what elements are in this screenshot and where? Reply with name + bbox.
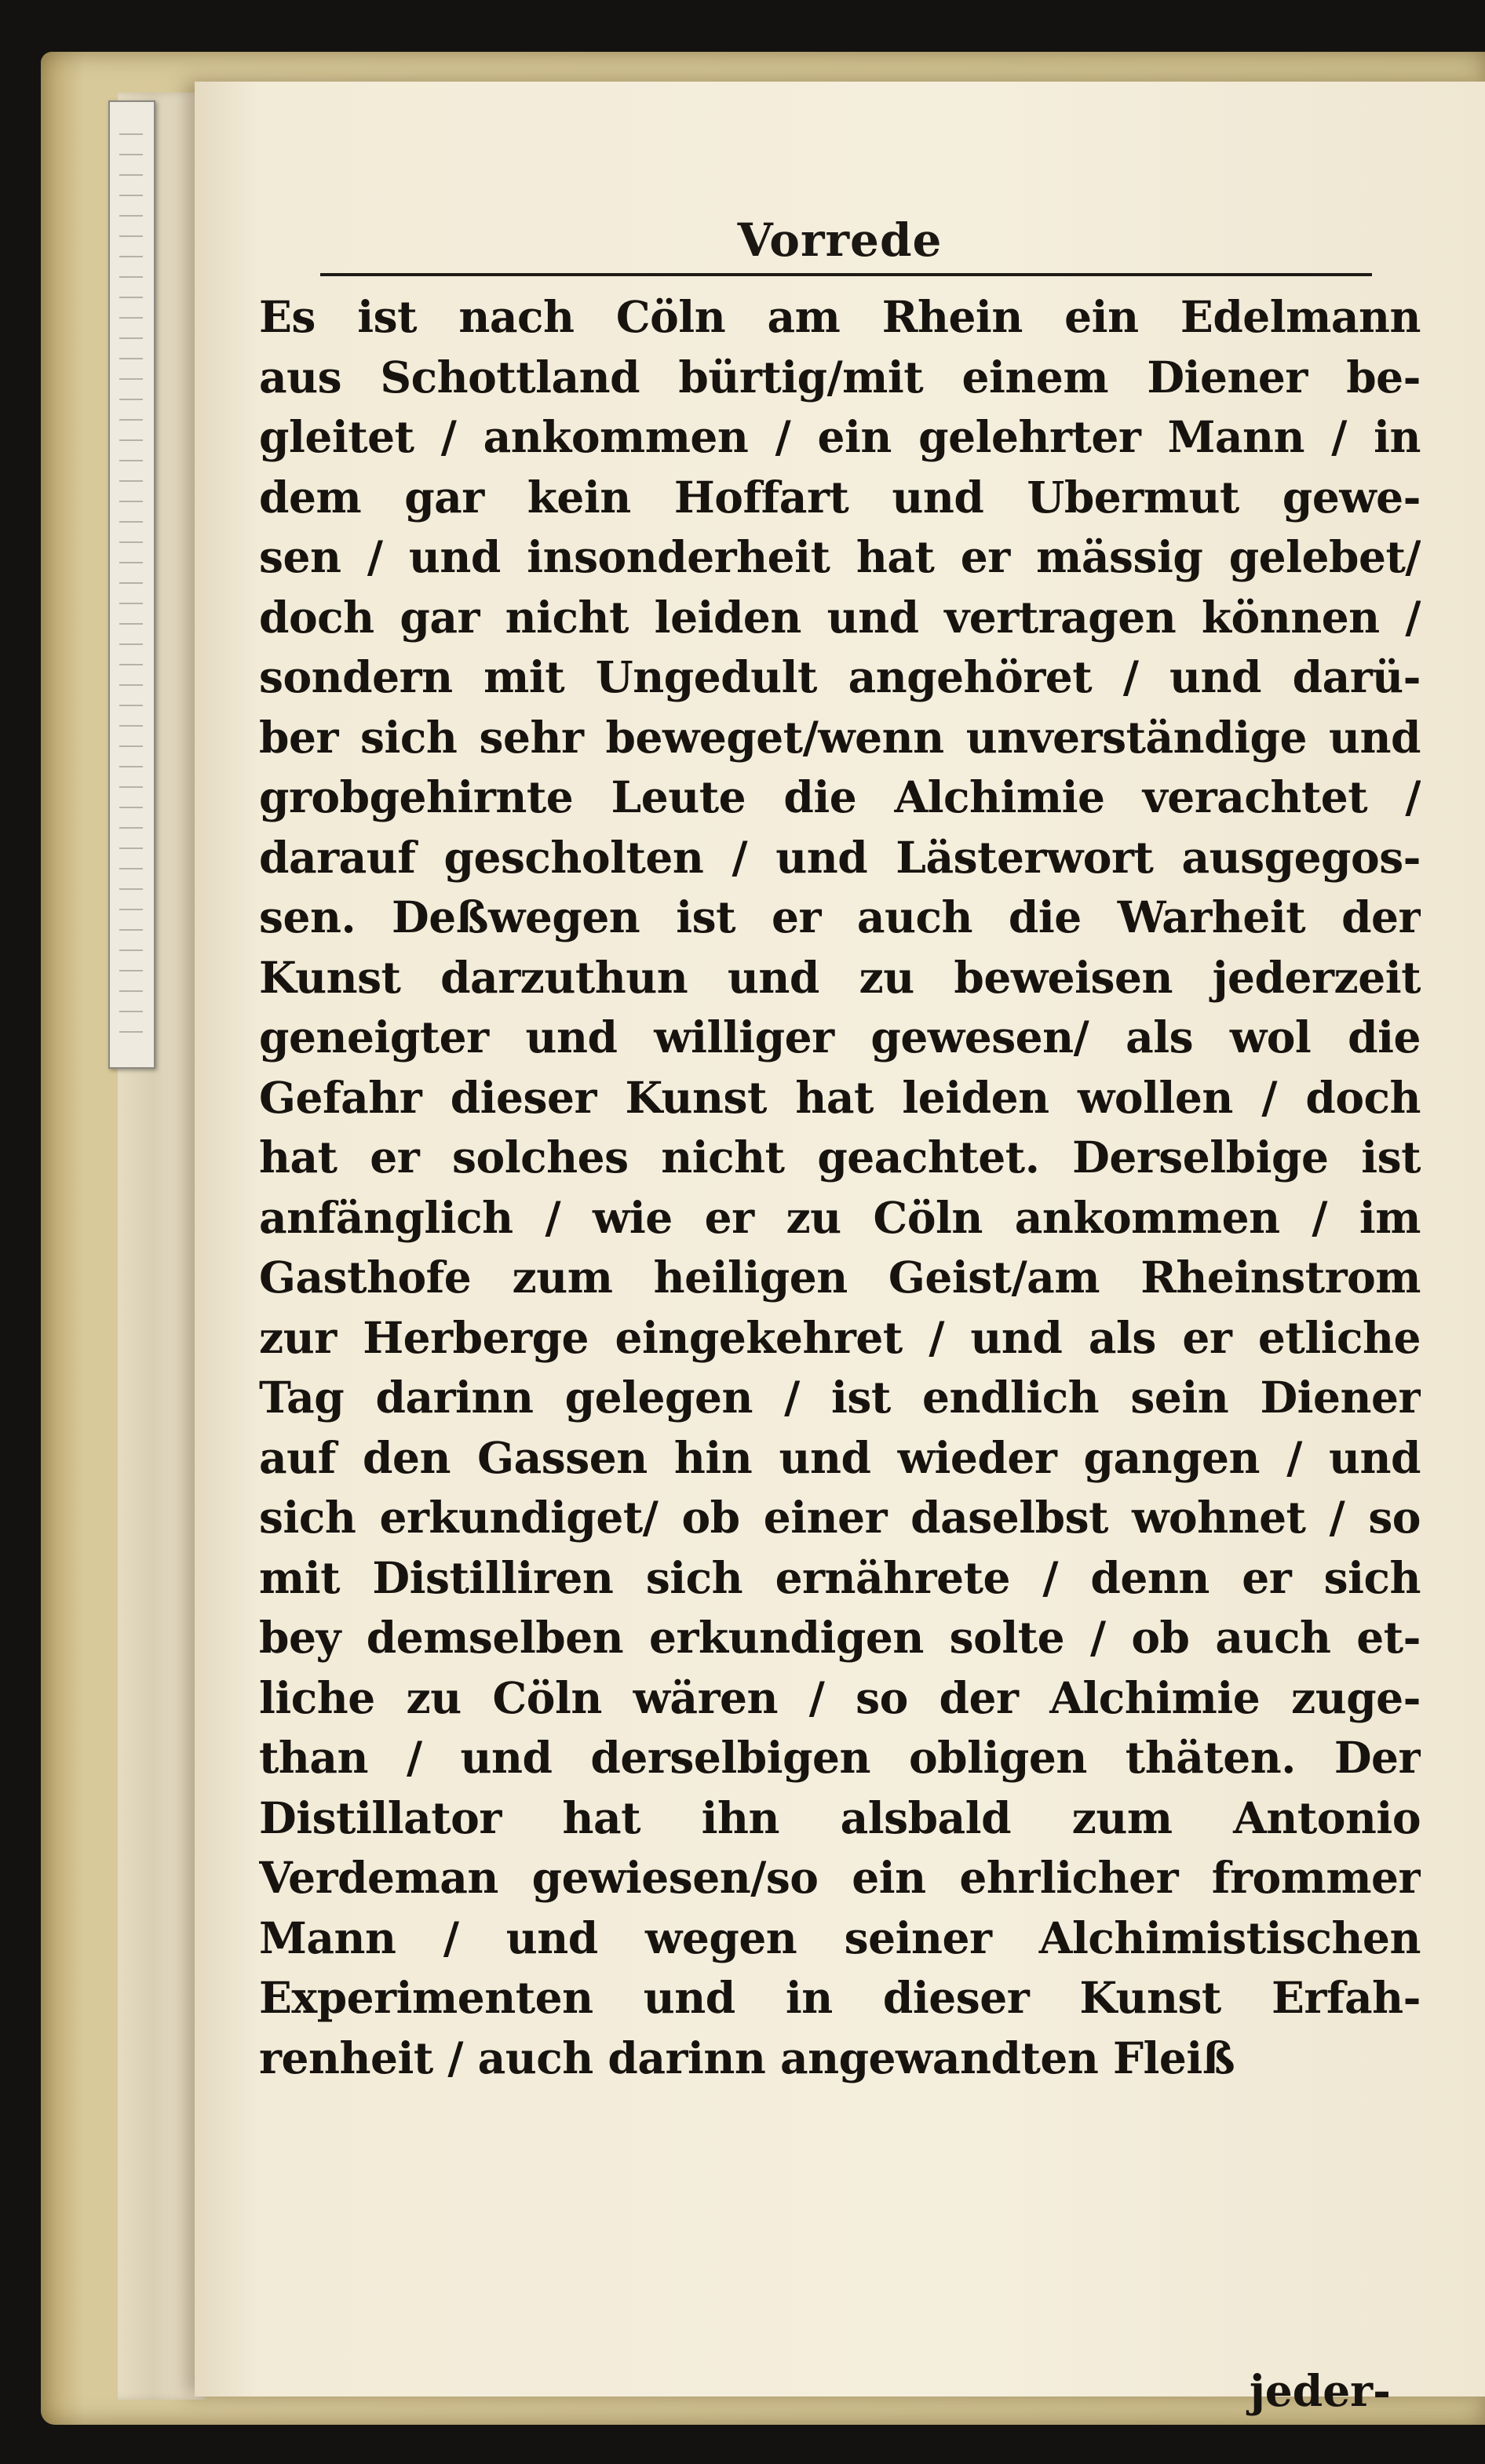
text-line: dem gar kein Hoffart und Ubermut gewe- — [259, 471, 1421, 523]
text-line: Gasthofe zum heiligen Geist/am Rheinstrom — [259, 1252, 1421, 1303]
text-line: aus Schottland bürtig/mit einem Diener be- — [259, 351, 1421, 403]
text-line: zur Herberge eingekehret / und als er etliche — [259, 1311, 1421, 1363]
text-line: auf den Gassen hin und wieder gangen / und — [259, 1431, 1421, 1483]
running-head: Vorrede — [737, 213, 943, 267]
text-line: hat er solches nicht geachtet. Derselbige ist — [259, 1132, 1421, 1183]
text-line: ber sich sehr beweget/wenn unverständige und — [259, 711, 1421, 763]
text-line: grobgehirnte Leute die Alchimie verachtet / — [259, 771, 1421, 822]
text-line: Mann / und wegen seiner Alchimistischen — [259, 1912, 1421, 1963]
text-line: Es ist nach Cöln am Rhein ein Edelmann — [259, 291, 1421, 342]
text-line: sen / und insonderheit hat er mässig gelebet/ — [259, 531, 1421, 582]
text-line: Tag darinn gelegen / ist endlich sein Diener — [259, 1372, 1421, 1423]
text-line: anfänglich / wie er zu Cöln ankommen / im — [259, 1191, 1421, 1243]
plate-engraving-lines — [119, 133, 143, 1036]
text-line: bey demselben erkundigen solte / ob auch et- — [259, 1612, 1421, 1663]
text-line: than / und derselbigen obligen thäten. Der — [259, 1732, 1421, 1783]
text-line: sondern mit Ungedult angehöret / und darü- — [259, 651, 1421, 702]
book-page — [195, 82, 1485, 2416]
body-text — [259, 287, 1421, 2088]
text-line: Experimenten und in dieser Kunst Erfah- — [259, 1972, 1421, 2023]
text-line: geneigter und williger gewesen/ als wol die — [259, 1011, 1421, 1063]
text-line: doch gar nicht leiden und vertragen können / — [259, 591, 1421, 643]
text-line: Distillator hat ihn alsbald zum Antonio — [259, 1792, 1421, 1843]
text-line: Kunst darzuthun und zu beweisen jederzeit — [259, 951, 1421, 1003]
catchword: jeder- — [1249, 2365, 1391, 2416]
text-line: liche zu Cöln wären / so der Alchimie zuge- — [259, 1671, 1421, 1723]
text-line: Verdeman gewiesen/so ein ehrlicher frommer — [259, 1852, 1421, 1903]
text-line: mit Distilliren sich ernährete / denn er sich — [259, 1551, 1421, 1603]
text-line: gleitet / ankommen / ein gelehrter Mann / in — [259, 411, 1421, 462]
text-line: sen. Deßwegen ist er auch die Warheit der — [259, 891, 1421, 942]
text-line: darauf gescholten / und Lästerwort ausgegos- — [259, 831, 1421, 883]
text-line: sich erkundiget/ ob einer daselbst wohnet / so — [259, 1492, 1421, 1543]
text-line: renheit / auch darinn angewandten Fleiß — [259, 2032, 1235, 2083]
inserted-plate-edge — [108, 100, 155, 1069]
text-line: Gefahr dieser Kunst hat leiden wollen / doch — [259, 1071, 1421, 1123]
head-rule — [320, 273, 1372, 276]
